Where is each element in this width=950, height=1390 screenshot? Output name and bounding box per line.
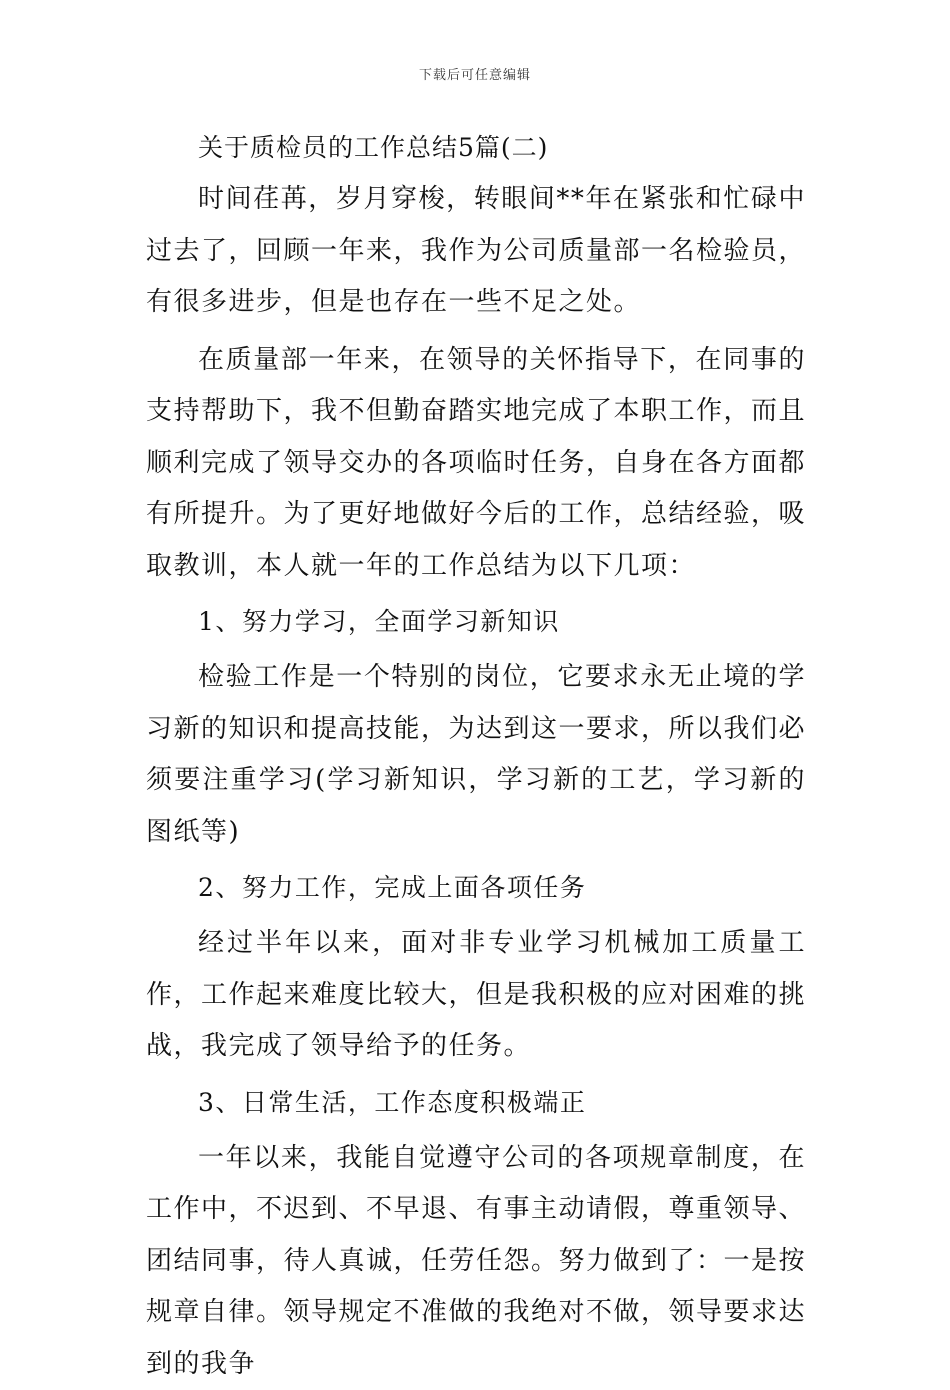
paragraph-work: 经过半年以来，面对非专业学习机械加工质量工作，工作起来难度比较大，但是我积极的应对困难的挑战，我完成了领导给予的任务。 [146,918,806,1073]
paragraph-overview: 在质量部一年来，在领导的关怀指导下，在同事的支持帮助下，我不但勤奋踏实地完成了本职工作，而且顺利完成了领导交办的各项临时任务，自身在各方面都有所提升。为了更好地做好今后的工作，总结经验，吸取教训，本人就一年的工作总结为以下几项： [146,335,806,593]
paragraph-attitude: 一年以来，我能自觉遵守公司的各项规章制度，在工作中，不迟到、不早退、有事主动请假，尊重领导、团结同事，待人真诚，任劳任怨。努力做到了：一是按规章自律。领导规定不准做的我绝对不做，领导要求达到的我争 [146,1133,806,1390]
section-heading-2: 2、努力工作，完成上面各项任务 [146,862,806,914]
paragraph-study: 检验工作是一个特别的岗位，它要求永无止境的学习新的知识和提高技能，为达到这一要求，所以我们必须要注重学习(学习新知识，学习新的工艺，学习新的图纸等) [146,652,806,858]
document-title: 关于质检员的工作总结5篇(二) [146,126,806,170]
header-watermark: 下载后可任意编辑 [0,64,950,83]
paragraph-intro: 时间荏苒，岁月穿梭，转眼间**年在紧张和忙碌中过去了，回顾一年来，我作为公司质量部一名检验员，有很多进步，但是也存在一些不足之处。 [146,174,806,329]
section-heading-1: 1、努力学习，全面学习新知识 [146,596,806,648]
document-body [146,126,806,1390]
section-heading-3: 3、日常生活，工作态度积极端正 [146,1077,806,1129]
